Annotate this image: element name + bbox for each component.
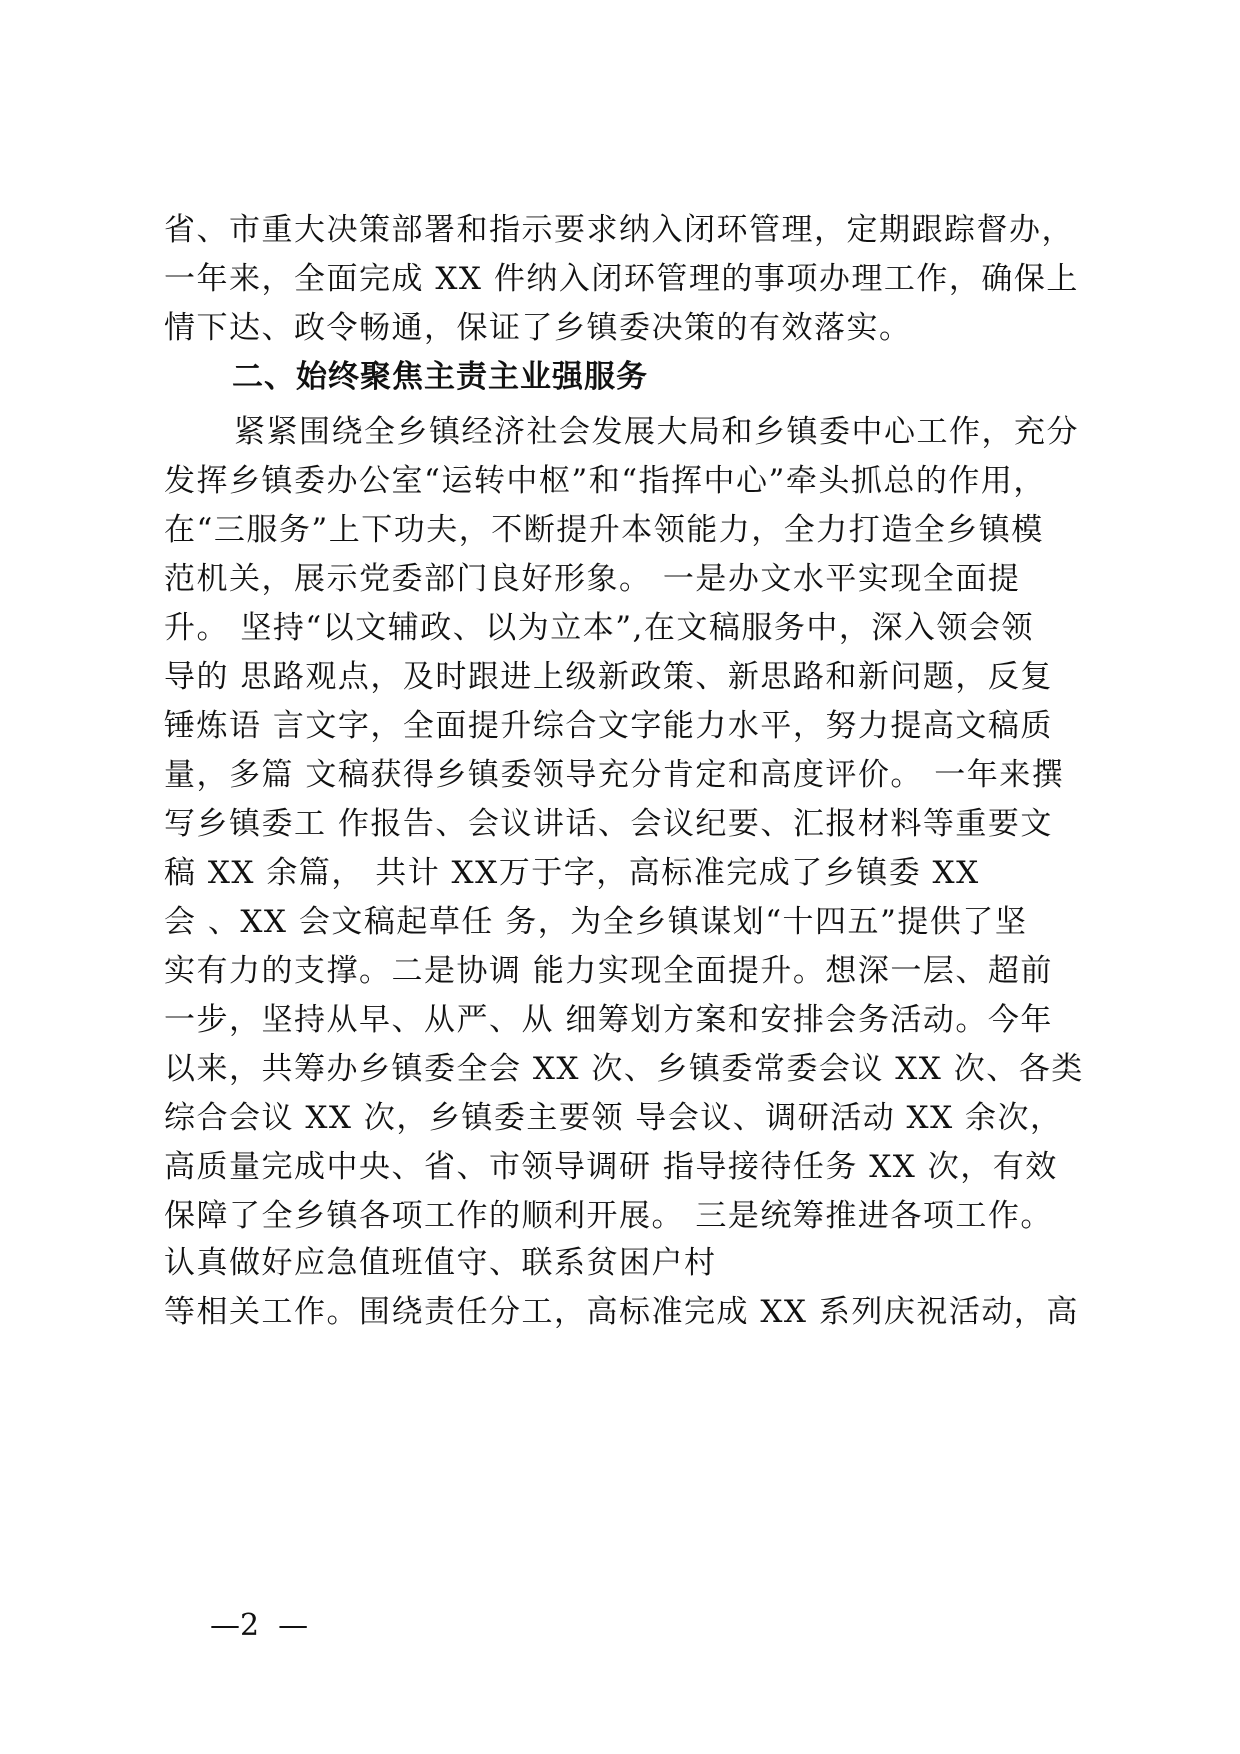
section-heading: 二、始终聚焦主责主业强服务 xyxy=(232,359,648,395)
body-line: 一步，坚持从早、从严、从 细筹划方案和安排会务活动。今年 xyxy=(164,1002,1053,1038)
body-line: 保障了全乡镇各项工作的顺利开展。 三是统筹推进各项工作。 xyxy=(164,1198,1053,1234)
body-line: 省、市重大决策部署和指示要求纳入闭环管理，定期跟踪督办， xyxy=(164,212,1074,248)
page-number: —2 — xyxy=(210,1608,309,1643)
body-line: 综合会议 XX 次，乡镇委主要领 导会议、调研活动 XX 余次， xyxy=(164,1100,1063,1136)
body-line: 写乡镇委工 作报告、会议讲话、会议纪要、汇报材料等重要文 xyxy=(164,806,1053,842)
body-line: 实有力的支撑。二是协调 能力实现全面提升。想深一层、超前 xyxy=(164,953,1053,989)
body-line: 导的 思路观点，及时跟进上级新政策、新思路和新问题，反复 xyxy=(164,659,1053,695)
body-line: 情下达、政令畅通，保证了乡镇委决策的有效落实。 xyxy=(164,310,912,346)
body-line: 以来，共筹办乡镇委全会 XX 次、乡镇委常委会议 XX 次、各类 xyxy=(164,1051,1084,1087)
body-line: 在“三服务”上下功夫，不断提升本领能力，全力打造全乡镇模 xyxy=(164,512,1044,548)
body-line: 量，多篇 文稿获得乡镇委领导充分肯定和高度评价。 一年来撰 xyxy=(164,757,1065,793)
body-line: 认真做好应急值班值守、联系贫困户村 xyxy=(164,1245,717,1281)
body-line: 一年来，全面完成 XX 件纳入闭环管理的事项办理工作，确保上 xyxy=(164,261,1079,297)
paragraph-first-line: 紧紧围绕全乡镇经济社会发展大局和乡镇委中心工作，充分 xyxy=(234,414,1079,450)
body-line: 锤炼语 言文字，全面提升综合文字能力水平，努力提高文稿质 xyxy=(164,708,1053,744)
body-line: 发挥乡镇委办公室“运转中枢”和“指挥中心”牵头抓总的作用， xyxy=(164,463,1046,499)
body-line: 范机关，展示党委部门良好形象。 一是办文水平实现全面提 xyxy=(164,561,1021,597)
body-line: 稿 XX 余篇， 共计 XX万于字，高标准完成了乡镇委 XX xyxy=(164,855,980,891)
body-line: 等相关工作。围绕责任分工，高标准完成 XX 系列庆祝活动，高 xyxy=(164,1294,1079,1330)
body-line: 会 、XX 会文稿起草任 务，为全乡镇谋划“十四五”提供了坚 xyxy=(164,904,1028,940)
body-line: 升。 坚持“以文辅政、以为立本”,在文稿服务中，深入领会领 xyxy=(164,610,1034,646)
body-line: 高质量完成中央、省、市领导调研 指导接待任务 XX 次，有效 xyxy=(164,1149,1058,1185)
